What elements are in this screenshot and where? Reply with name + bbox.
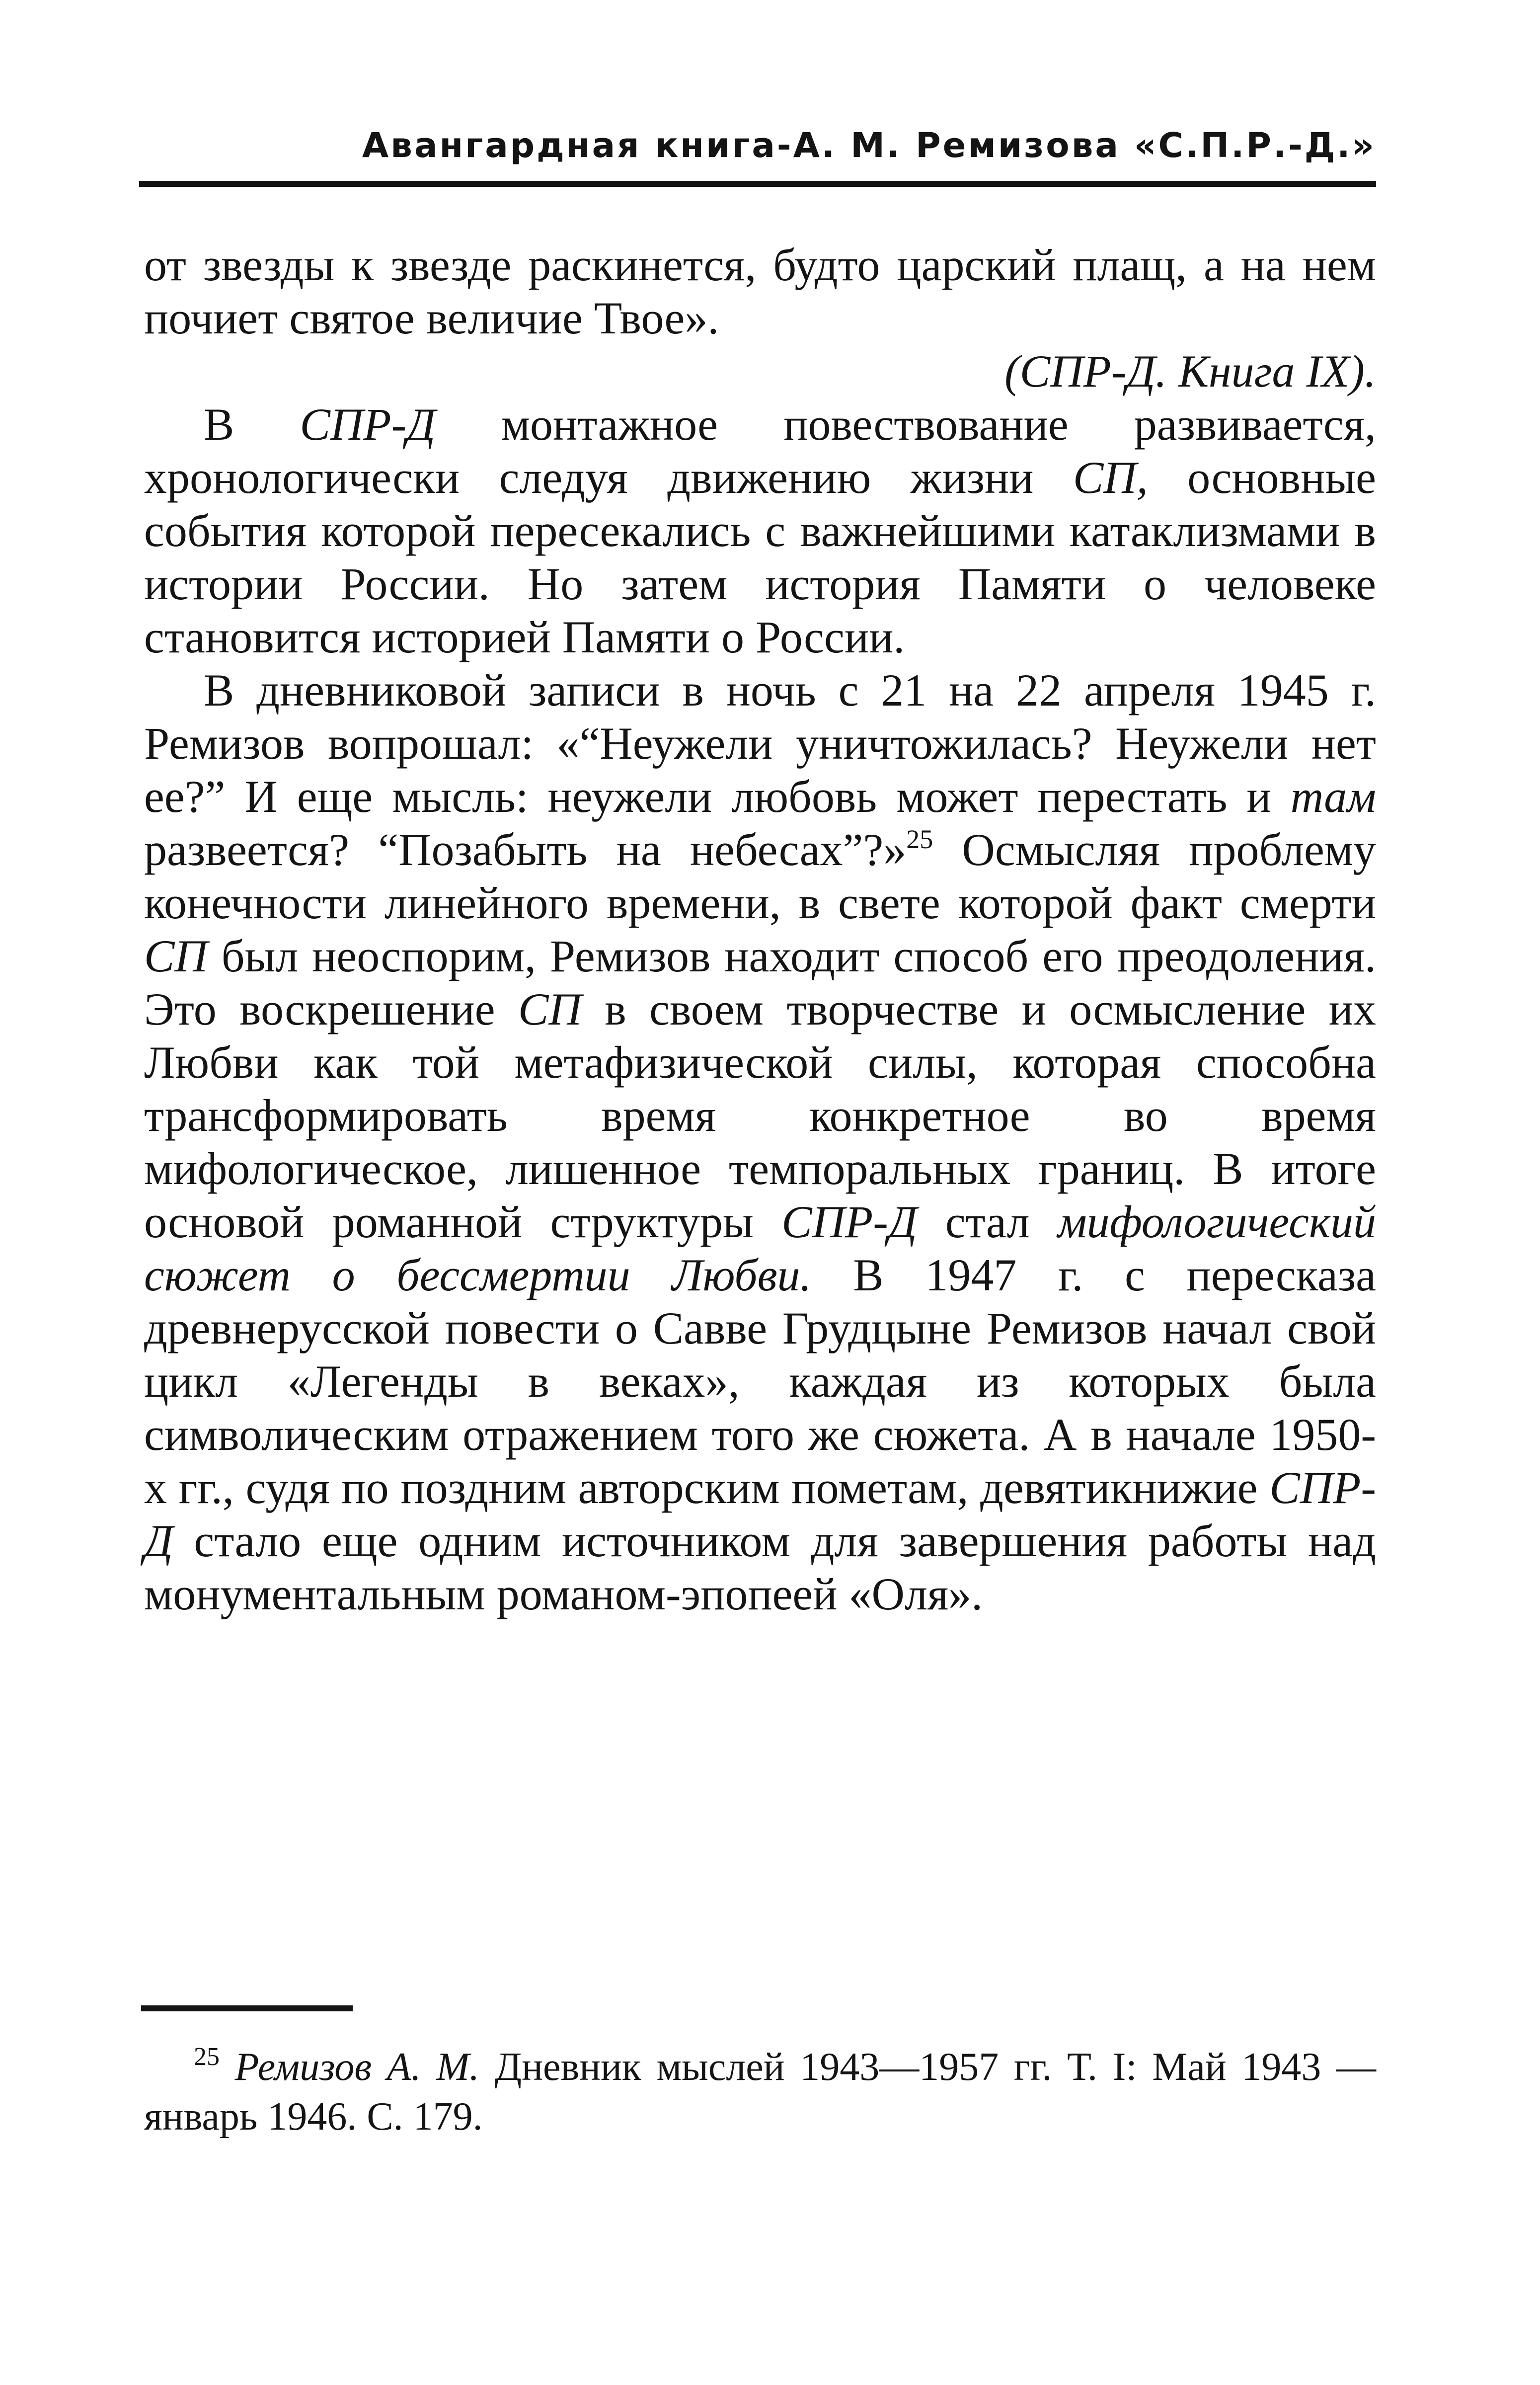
footnote-text: Дневник мыслей 1943—1957 гг. Т. I: Май 1943 — январь 1946. С. 179. [144, 2045, 1377, 2139]
header-rule [139, 181, 1376, 187]
text-run: монтажное повествование развивается, хронологически следуя движению жизни [144, 399, 1376, 503]
footnote-reference[interactable]: 25 [906, 824, 933, 854]
text-run: В [204, 399, 300, 450]
footnote [144, 2042, 1376, 2142]
footnote-rule [141, 2005, 353, 2011]
italic-run: СП [518, 984, 582, 1034]
text-run: стал [917, 1196, 1058, 1247]
italic-run: там [1290, 771, 1376, 822]
running-head: Авангардная книга-А. М. Ремизова «С.П.Р.-Д.» [362, 126, 1376, 165]
paragraph-2-citation [144, 345, 1376, 398]
italic-run: СП, [1073, 452, 1148, 503]
text-run: в своем творчестве и осмысление их Любви как той метафизической силы, которая способна трансформировать время конкретное во время мифологическое, лишенное темпоральных границ. В итоге основой романной структуры [144, 984, 1376, 1247]
footnote-author: Ремизов А. М. [234, 2045, 479, 2089]
body-text [144, 238, 1376, 1621]
text-run: В 1947 г. с пересказа древнерусской повести о Савве Грудцыне Ремизов начал свой цикл «Легенды в веках», каждая из которых была символическим отражением того же сюжета. А в начале 1950-х гг., судя по поздним авторским пометам, девятикнижие [144, 1250, 1376, 1513]
paragraph-3 [144, 398, 1376, 664]
footnote-number: 25 [194, 2043, 220, 2071]
italic-run: мифологический сюжет о бессмертии Любви. [144, 1196, 1376, 1300]
text-run: стало еще одним источником для завершения работы над монументальным романом-эпопеей «Оля». [144, 1515, 1376, 1619]
text-run: от звезды к звезде раскинется, будто царский плащ, а на нем почиет святое величие Твое». [144, 239, 1376, 343]
text-run: был неоспорим, Ремизов находит способ его преодоления. Это воскрешение [144, 931, 1376, 1034]
italic-run: СП [144, 931, 208, 981]
text-run: Осмысляя проблему конечности линейного времени, в свете которой факт смерти [144, 824, 1376, 928]
italic-run: СПР-Д [144, 1462, 1376, 1566]
paragraph-4 [144, 664, 1376, 1621]
text-run: основные события которой пересекались с важнейшими катаклизмами в истории России. Но затем история Памяти о человеке становится историей Памяти о России. [144, 452, 1376, 662]
citation: (СПР-Д. Книга IX). [1004, 346, 1376, 397]
paragraph-1 [144, 238, 1376, 345]
footnote-25 [144, 2042, 1376, 2142]
italic-run: СПР-Д [781, 1196, 918, 1247]
text-run: В дневниковой записи в ночь с 21 на 22 апреля 1945 г. Ремизов вопрошал: «“Неужели уничтожилась? Неужели нет ее?” И еще мысль: неужели любовь может перестать и [144, 665, 1376, 822]
italic-run: СПР-Д [300, 399, 436, 450]
text-run: развеется? “Позабыть на небесах”?» [144, 824, 907, 875]
